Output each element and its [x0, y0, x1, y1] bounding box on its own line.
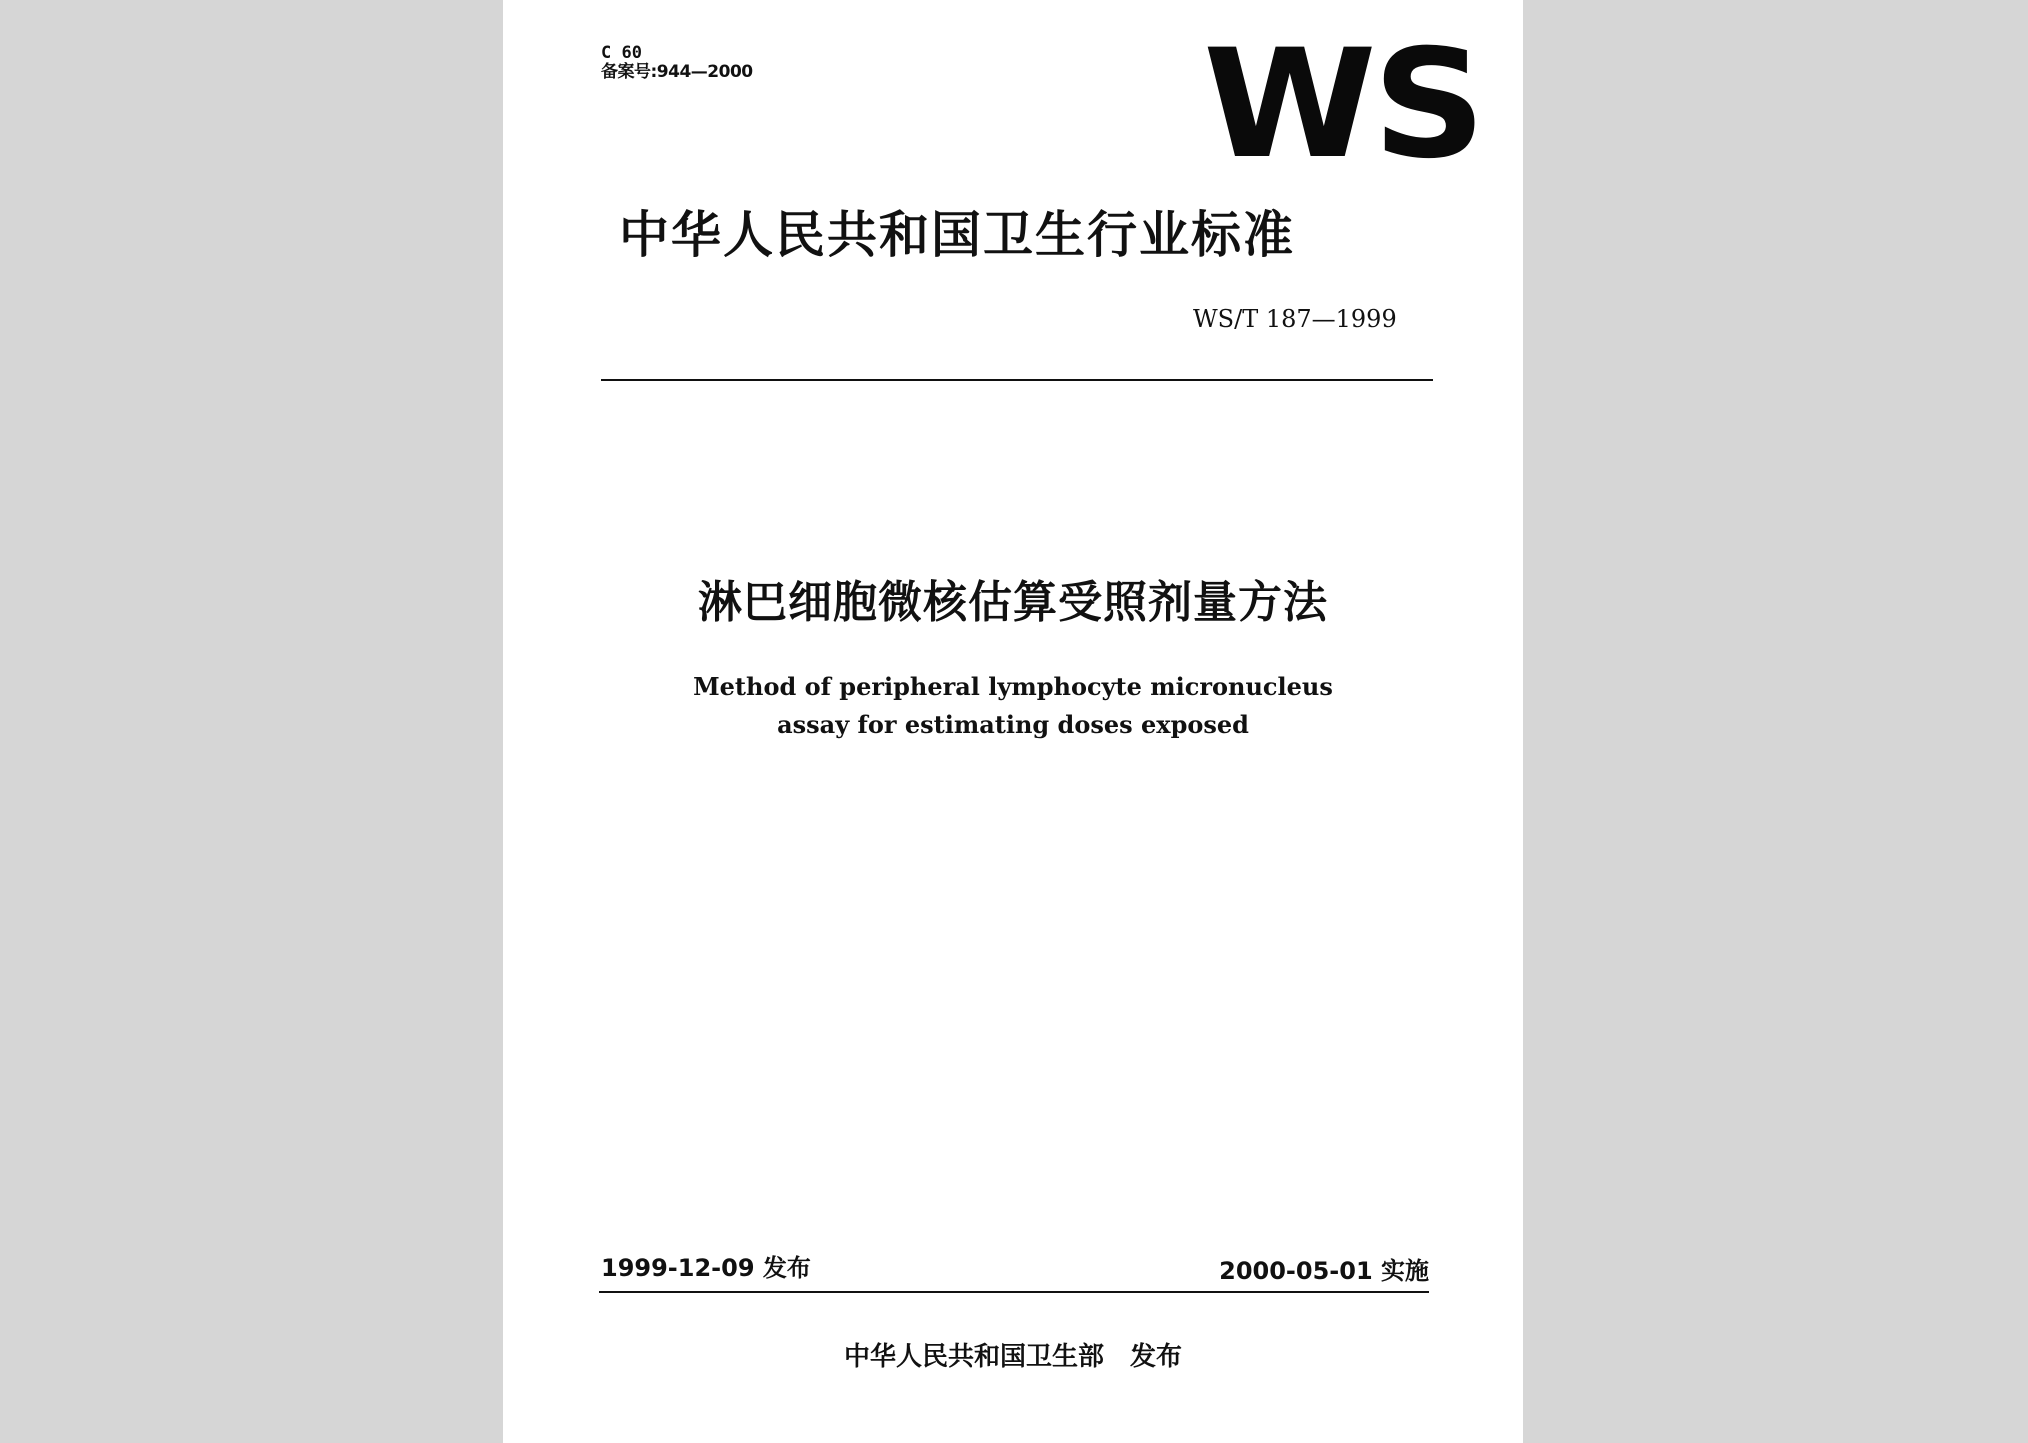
document-page [503, 0, 1523, 1443]
document-title-english [503, 668, 1523, 744]
issue-date: 1999-12-09 发布 [601, 1254, 811, 1282]
implementation-date: 2000-05-01 实施 [1219, 1257, 1429, 1285]
record-number: 备案号:944—2000 [601, 62, 753, 82]
ws-logo: WS [1203, 18, 1482, 192]
document-title-chinese: 淋巴细胞微核估算受照剂量方法 [698, 577, 1328, 628]
bottom-divider [599, 1291, 1429, 1293]
issuing-authority: 中华人民共和国卫生部 发布 [843, 1342, 1182, 1372]
english-title-line-1: Method of peripheral lymphocyte micronucleus [693, 672, 1333, 701]
standard-number: WS/T 187—1999 [1193, 305, 1397, 333]
classification-code: C 60 [601, 43, 642, 63]
english-title-line-2: assay for estimating doses exposed [777, 710, 1249, 739]
top-divider [601, 379, 1433, 381]
standard-type-heading: 中华人民共和国卫生行业标准 [619, 206, 1295, 264]
